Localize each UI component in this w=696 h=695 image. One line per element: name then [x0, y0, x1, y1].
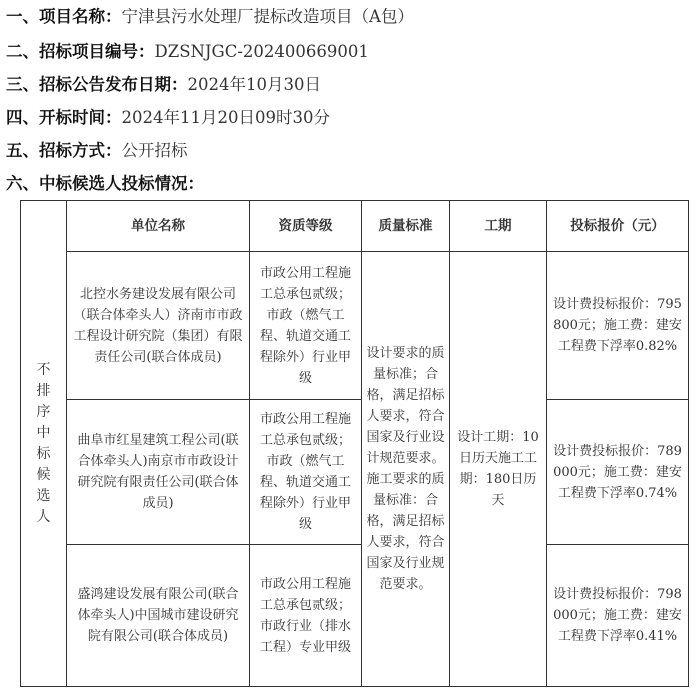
side-label-char: 不	[36, 361, 51, 378]
side-label-char: 人	[36, 508, 51, 525]
price-cell: 设计费投标报价：789000元；施工费：建安工程费下浮率0.74%	[547, 400, 689, 545]
company-cell: 盛鸿建设发展有限公司(联合体牵头人)中国城市建设研究院有限公司(联合体成员)	[67, 545, 250, 687]
side-label-char: 序	[36, 403, 51, 420]
header-price: 投标报价（元）	[547, 201, 689, 252]
table-row	[21, 400, 689, 545]
info-value: 公开招标	[121, 141, 188, 160]
side-label-cell	[21, 201, 67, 687]
header-quality: 质量标准	[362, 201, 450, 252]
table-row	[21, 545, 689, 687]
info-line-publish-date	[6, 75, 321, 95]
info-line-candidates	[6, 174, 204, 194]
info-label: 二、招标项目编号：	[6, 42, 155, 61]
side-label-char: 排	[36, 382, 51, 399]
info-value: 宁津县污水处理厂提标改造项目（A包）	[121, 7, 414, 26]
info-value: DZSNJGC-202400669001	[154, 42, 369, 61]
side-label-char: 标	[36, 445, 51, 462]
quality-cell: 设计要求的质量标准；合格，满足招标人要求，符合国家及行业设计规范要求。施工要求的质量标准：合格，满足招标人要求，符合国家及行业规范要求。	[362, 252, 450, 687]
info-line-project-name	[6, 7, 414, 27]
info-line-opening-time	[6, 108, 330, 128]
side-label	[25, 360, 62, 528]
info-value: 2024年11月20日09时30分	[121, 108, 330, 127]
period-cell: 设计工期：10日历天施工工期：180日历天	[450, 252, 547, 687]
price-cell: 设计费投标报价：795800元；施工费：建安工程费下浮率0.82%	[547, 252, 689, 400]
info-label: 四、开标时间：	[6, 108, 122, 127]
qualification-cell: 市政公用工程施工总承包贰级；市政（燃气工程、轨道交通工程除外）行业甲级	[250, 400, 362, 545]
price-cell: 设计费投标报价：798000元；施工费：建安工程费下浮率0.41%	[547, 545, 689, 687]
header-period: 工期	[450, 201, 547, 252]
header-company: 单位名称	[67, 201, 250, 252]
side-label-char: 候	[36, 466, 51, 483]
info-line-project-number	[6, 42, 369, 62]
info-label: 一、项目名称：	[6, 7, 122, 26]
info-label: 五、招标方式：	[6, 141, 122, 160]
info-label: 三、招标公告发布日期：	[6, 75, 188, 94]
header-qualification: 资质等级	[250, 201, 362, 252]
table-header-row	[21, 201, 689, 252]
info-value: 2024年10月30日	[187, 75, 321, 94]
company-cell: 曲阜市红星建筑工程公司(联合体牵头人)南京市市政设计研究院有限责任公司(联合体成员)	[67, 400, 250, 545]
company-cell: 北控水务建设发展有限公司（联合体牵头人）济南市市政工程设计研究院（集团）有限责任公司(联合体成员)	[67, 252, 250, 400]
qualification-cell: 市政公用工程施工总承包贰级；市政（燃气工程、轨道交通工程除外）行业甲级	[250, 252, 362, 400]
candidates-table	[20, 200, 689, 687]
side-label-char: 中	[36, 424, 51, 441]
table-row	[21, 252, 689, 400]
info-label: 六、中标候选人投标情况：	[6, 174, 204, 193]
side-label-char: 选	[36, 487, 51, 504]
info-line-method	[6, 141, 188, 161]
qualification-cell: 市政公用工程施工总承包贰级；市政行业（排水工程）专业甲级	[250, 545, 362, 687]
